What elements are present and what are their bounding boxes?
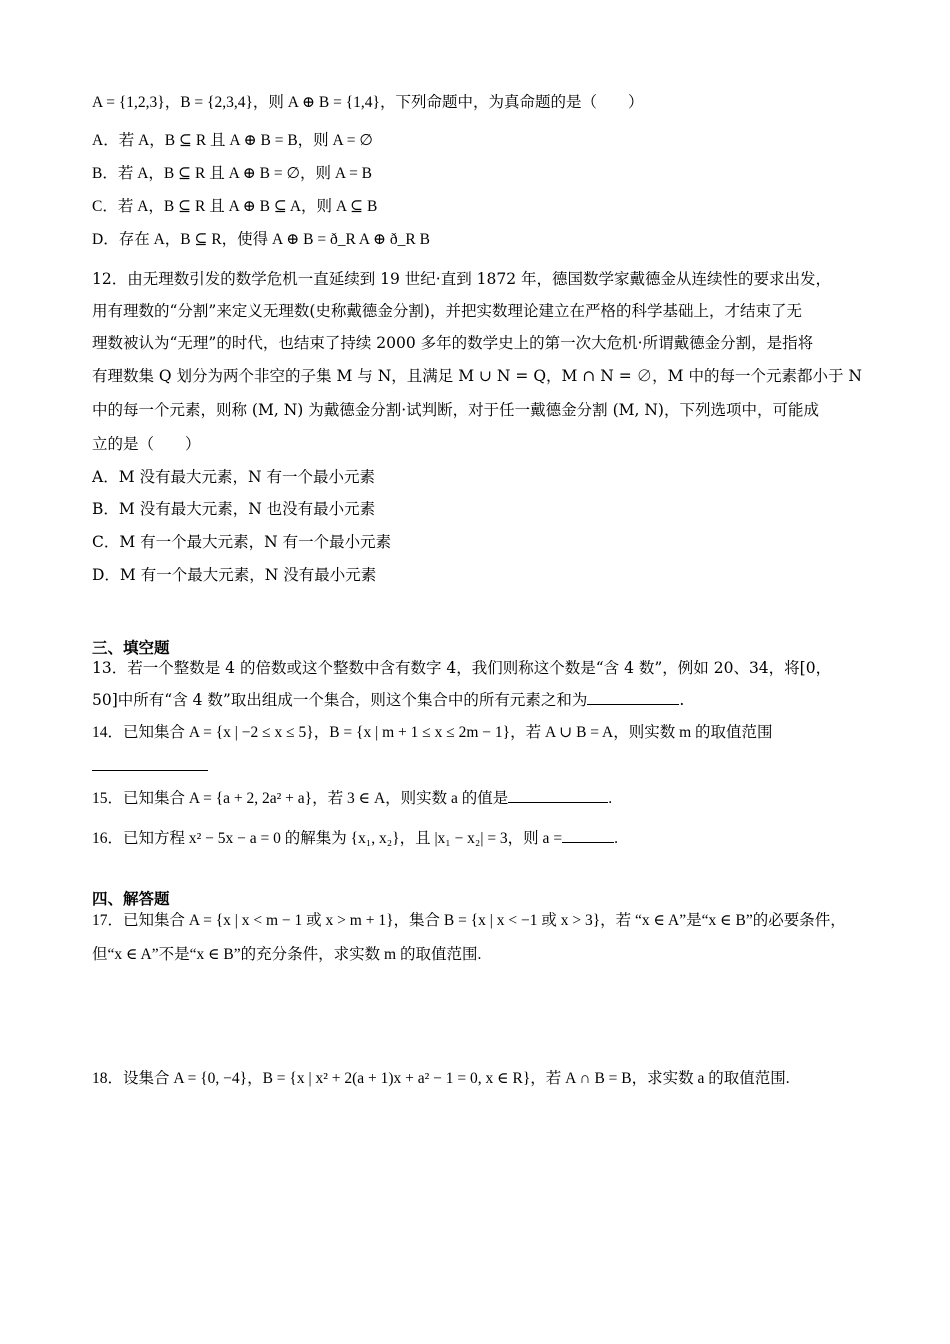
q16-answer-blank[interactable] [562, 828, 614, 843]
q16-end: . [614, 830, 618, 847]
q14-line-1: 14．已知集合 A = {x | −2 ≤ x ≤ 5}，B = {x | m + 1 ≤ x ≤ 2m − 1}，若 A ∪ B = A，则实数 m 的取值范围 [92, 724, 773, 741]
q12-line-6: 立的是（ ） [92, 435, 201, 453]
q13-end: . [679, 691, 685, 709]
q13-answer-blank[interactable] [587, 690, 679, 705]
q14-answer-blank[interactable] [92, 770, 208, 771]
q16-text: 16．已知方程 x² − 5x − a = 0 的解集为 {x₁, x₂}，且 |x₁ − x₂| = 3，则 a = [92, 830, 563, 847]
section-heading-solve: 四、解答题 [92, 890, 170, 908]
q12-option-a: A．M 没有最大元素，N 有一个最小元素 [92, 468, 375, 486]
q17-line-2: 但“x ∈ A”不是“x ∈ B”的充分条件，求实数 m 的取值范围. [92, 946, 482, 963]
section-heading-fill-blank: 三、填空题 [92, 639, 170, 657]
q12-line-3: 理数被认为“无理”的时代，也结束了持续 2000 多年的数学史上的第一次大危机·所谓戴德金分割，是指将 [92, 334, 814, 352]
q12-line-2: 用有理数的“分割”来定义无理数(史称戴德金分割)，并把实数理论建立在严格的科学基础上，才结束了无 [92, 302, 802, 320]
q12-line-5: 中的每一个元素，则称 (M, N) 为戴德金分割·试判断，对于任一戴德金分割 (M, N)，下列选项中，可能成 [92, 401, 819, 419]
q15-answer-blank[interactable] [508, 788, 608, 803]
q12-option-d: D．M 有一个最大元素，N 没有最小元素 [92, 566, 377, 584]
q12-option-c: C．M 有一个最大元素，N 有一个最小元素 [92, 533, 392, 551]
q15-end: . [608, 790, 613, 807]
q12-line-4: 有理数集 Q 划分为两个非空的子集 M 与 N，且满足 M ∪ N = Q，M ∩ N = ∅，M 中的每一个元素都小于 N [92, 367, 862, 385]
q15-text: 15．已知集合 A = {a + 2, 2a² + a}，若 3 ∈ A，则实数 a 的值是 [92, 790, 509, 807]
q11-option-a: A．若 A，B ⊆ R 且 A ⊕ B = B，则 A = ∅ [92, 132, 373, 149]
q11-option-b: B．若 A，B ⊆ R 且 A ⊕ B = ∅，则 A = B [92, 165, 373, 182]
q11-option-d: D．存在 A，B ⊆ R，使得 A ⊕ B = ð_R A ⊕ ð_R B [92, 231, 430, 248]
q12-option-b: B．M 没有最大元素，N 也没有最小元素 [92, 500, 376, 518]
q17-line-1: 17．已知集合 A = {x | x < m − 1 或 x > m + 1}，集合 B = {x | x < −1 或 x > 3}，若 “x ∈ A”是“x ∈ B”的必要条件， [92, 912, 846, 929]
q11-stem: A = {1,2,3}，B = {2,3,4}，则 A ⊕ B = {1,4}，下列命题中，为真命题的是（ ） [92, 94, 644, 111]
q13-line-1: 13．若一个整数是 4 的倍数或这个整数中含有数字 4，我们则称这个数是“含 4 数”，例如 20、34，将[0， [92, 659, 832, 677]
q11-option-c: C．若 A，B ⊆ R 且 A ⊕ B ⊆ A，则 A ⊆ B [92, 198, 378, 215]
q16-line [92, 828, 618, 850]
q18-line: 18．设集合 A = {0, −4}，B = {x | x² + 2(a + 1)x + a² − 1 = 0, x ∈ R}，若 A ∩ B = B，求实数 a 的取值范围. [92, 1070, 790, 1087]
q12-line-1: 12．由无理数引发的数学危机一直延续到 19 世纪·直到 1872 年，德国数学家戴德金从连续性的要求出发， [92, 270, 832, 288]
q13-line-2 [92, 689, 684, 711]
q13-text: 50]中所有“含 4 数”取出组成一个集合，则这个集合中的所有元素之和为 [92, 691, 588, 709]
q15-line [92, 788, 612, 810]
